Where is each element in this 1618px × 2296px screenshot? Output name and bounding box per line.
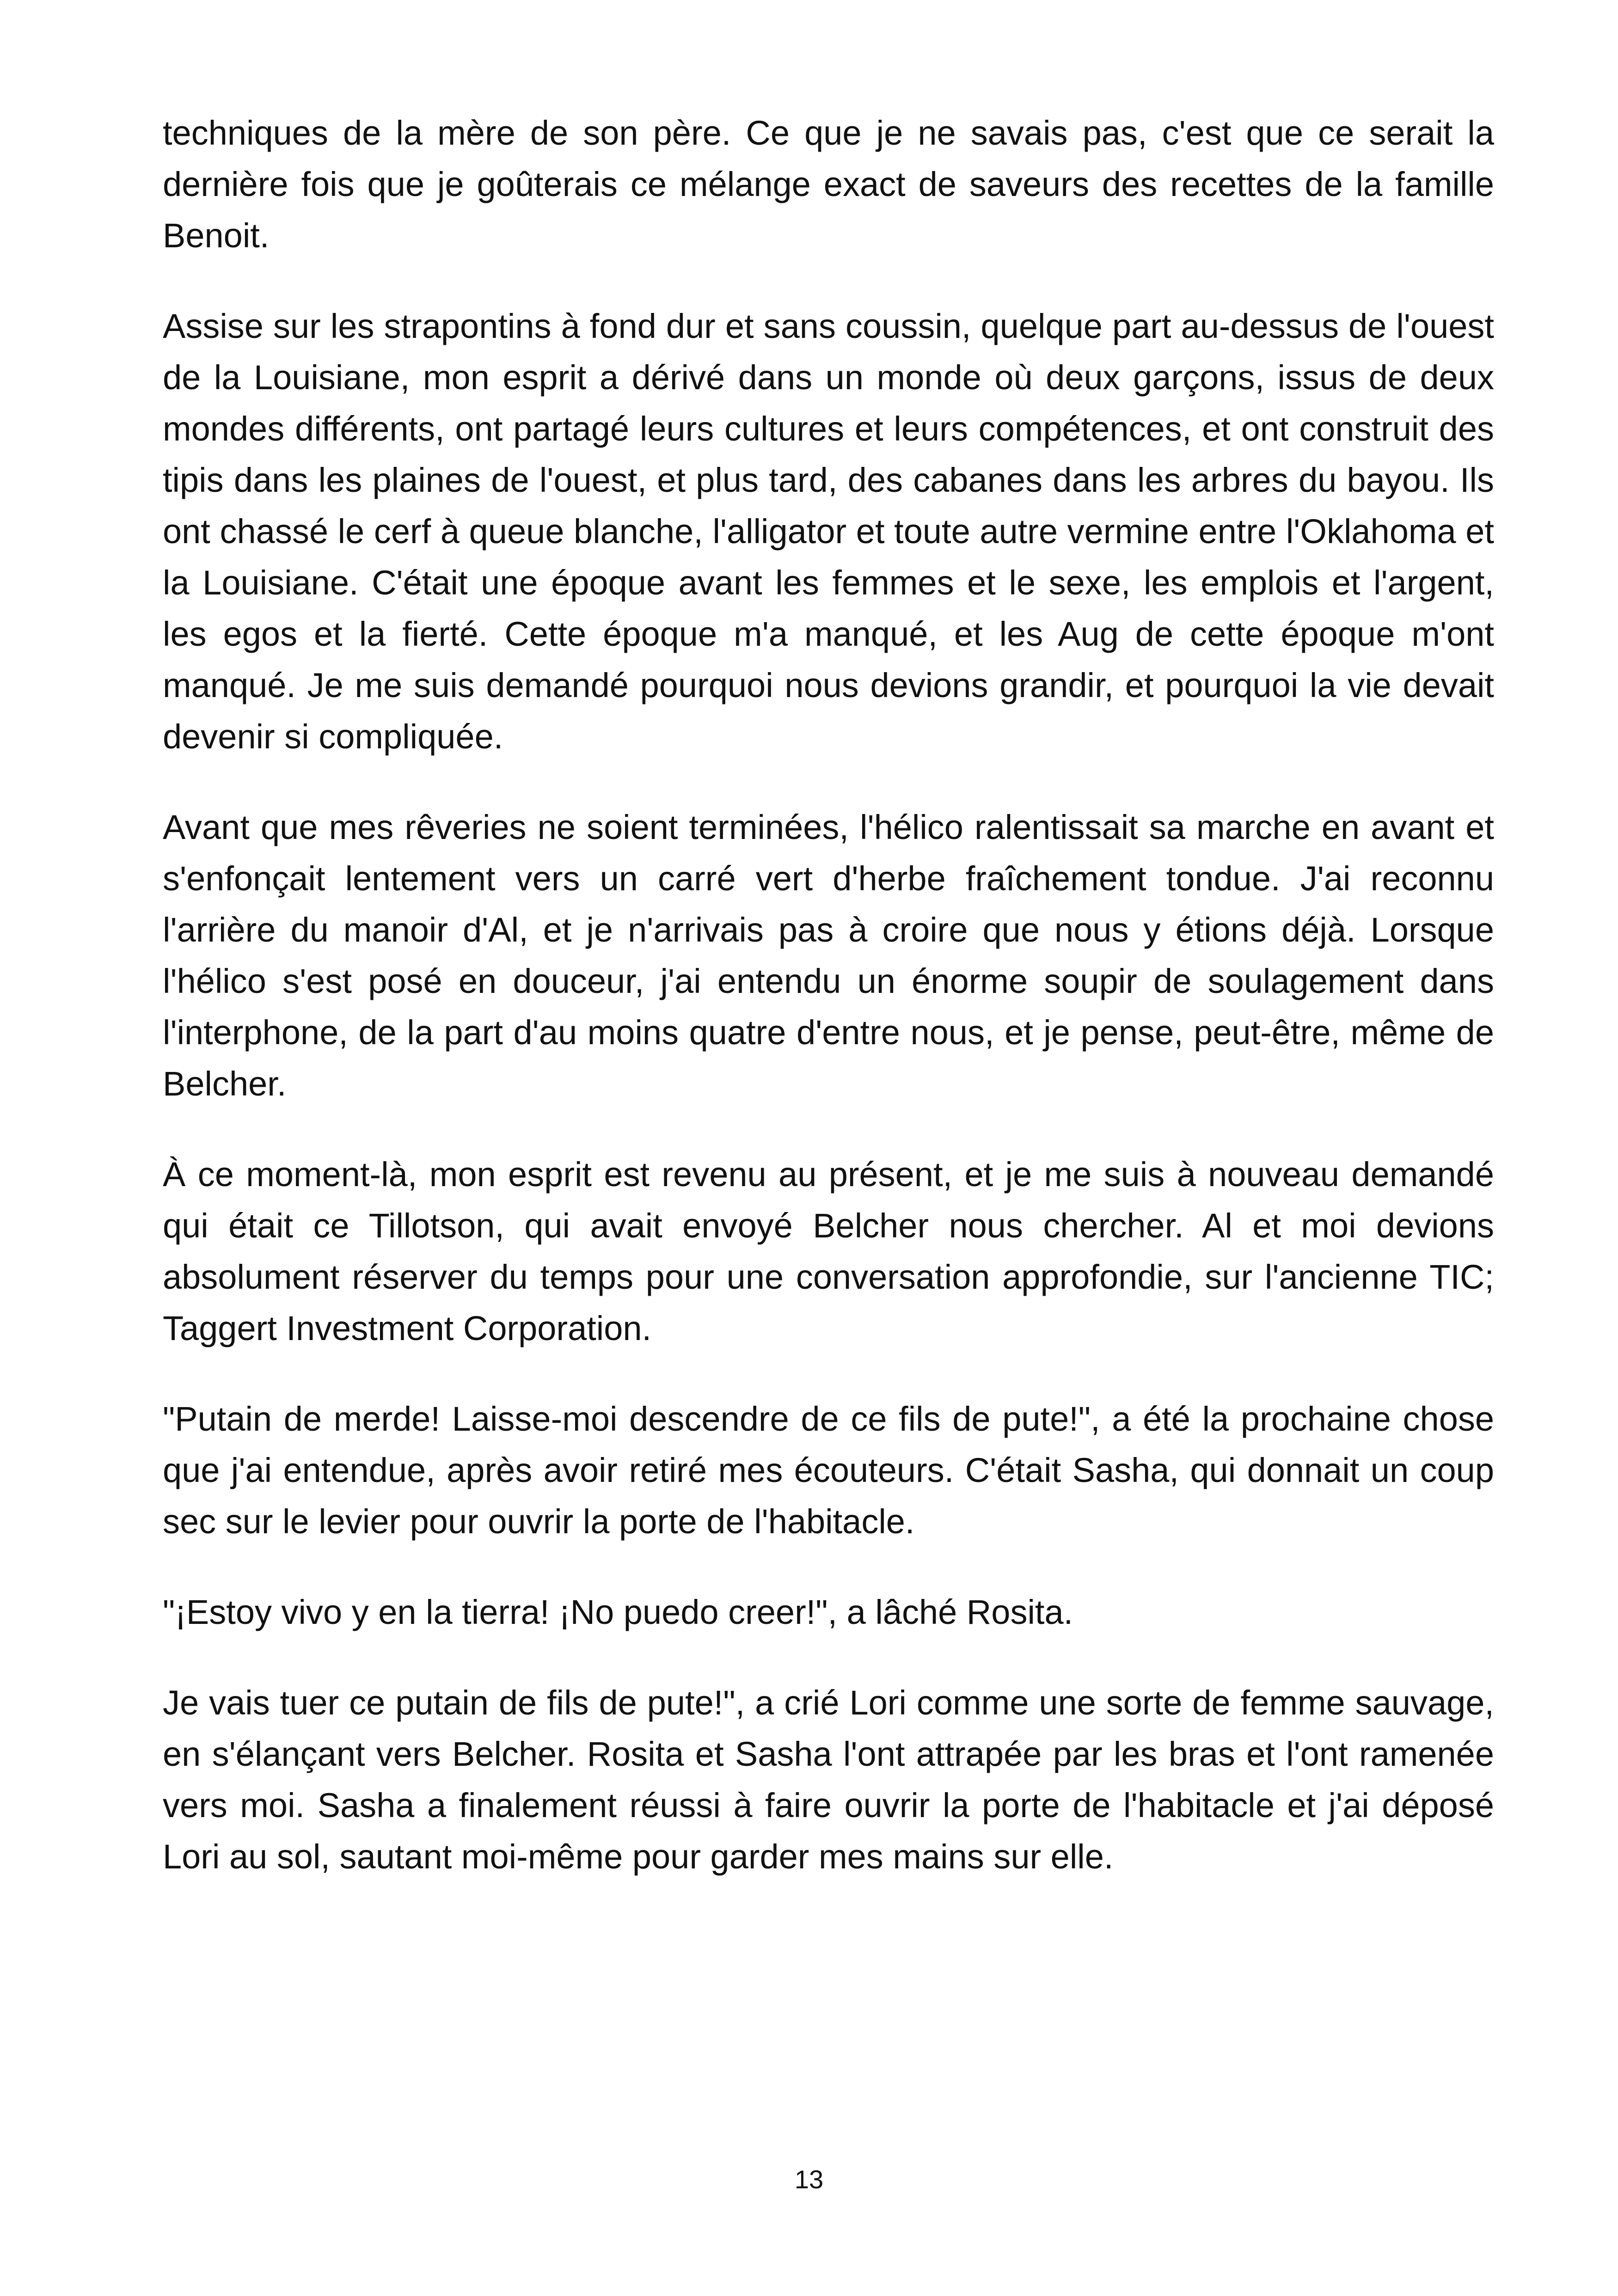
body-text — [163, 107, 1494, 1922]
paragraph-5: "Putain de merde! Laisse-moi descendre de ce fils de pute!", a été la prochaine chose que j'ai entendue, après avoir retiré mes écouteurs. C'était Sasha, qui donnait un coup sec sur le levier pour ouvrir la porte de l'habitacle. — [163, 1400, 1494, 1541]
paragraph-7: Je vais tuer ce putain de fils de pute!", a crié Lori comme une sorte de femme sauvage, en s'élançant vers Belcher. Rosita et Sasha l'ont attrapée par les bras et l'ont ramenée vers moi. Sasha a finalement réussi à faire ouvrir la porte de l'habitacle et j'ai déposé Lori au sol, sautant moi-même pour garder mes mains sur elle. — [163, 1684, 1494, 1876]
paragraph-2: Assise sur les strapontins à fond dur et sans coussin, quelque part au-dessus de l'ouest de la Louisiane, mon esprit a dérivé dans un monde où deux garçons, issus de deux mondes différents, ont partagé leurs cultures et leurs compétences, et ont construit des tipis dans les plaines de l'ouest, et plus tard, des cabanes dans les arbres du bayou. Ils ont chassé le cerf à queue blanche, l'alligator et toute autre vermine entre l'Oklahoma et la Louisiane. C'était une époque avant les femmes et le sexe, les emplois et l'argent, les egos et la fierté. Cette époque m'a manqué, et les Aug de cette époque m'ont manqué. Je me suis demandé pourquoi nous devions grandir, et pourquoi la vie devait devenir si compliquée. — [163, 307, 1494, 756]
paragraph-1: techniques de la mère de son père. Ce que je ne savais pas, c'est que ce serait la dernière fois que je goûterais ce mélange exact de saveurs des recettes de la famille Benoit. — [163, 114, 1494, 255]
paragraph-6: "¡Estoy vivo y en la tierra! ¡No puedo creer!", a lâché Rosita. — [163, 1593, 1073, 1631]
page-number: 13 — [794, 2165, 824, 2194]
paragraph-3: Avant que mes rêveries ne soient terminées, l'hélico ralentissait sa marche en avant et s'enfonçait lentement vers un carré vert d'herbe fraîchement tondue. J'ai reconnu l'arrière du manoir d'Al, et je n'arrivais pas à croire que nous y étions déjà. Lorsque l'hélico s'est posé en douceur, j'ai entendu un énorme soupir de soulagement dans l'interphone, de la part d'au moins quatre d'entre nous, et je pense, peut-être, même de Belcher. — [163, 808, 1494, 1103]
paragraph-4: À ce moment-là, mon esprit est revenu au présent, et je me suis à nouveau demandé qui était ce Tillotson, qui avait envoyé Belcher nous chercher. Al et moi devions absolument réserver du temps pour une conversation approfondie, sur l'ancienne TIC; Taggert Investment Corporation. — [163, 1155, 1494, 1347]
